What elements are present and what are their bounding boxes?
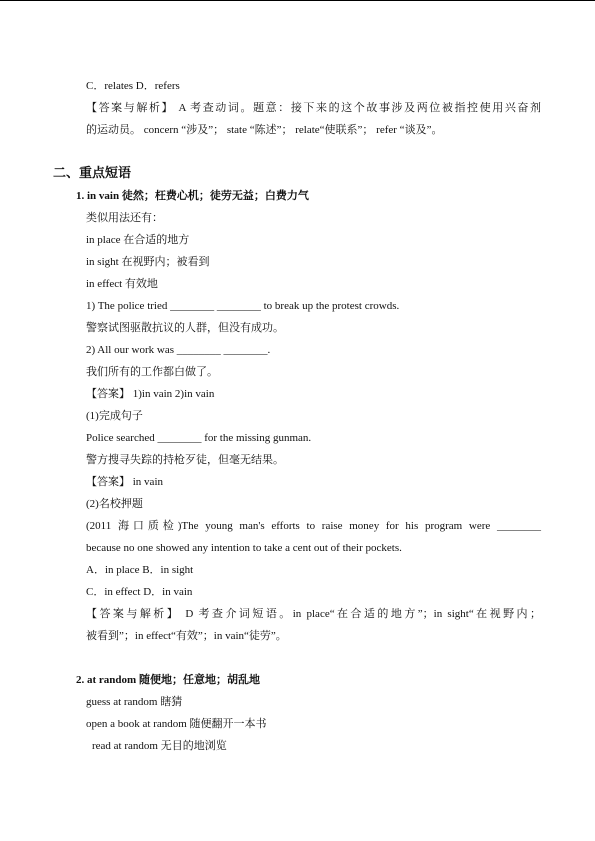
options-ab: A．in place B．in sight <box>86 564 194 576</box>
explanation-line: 的运动员。 concern “涉及”； state “陈述”； relate“使联系”； refer “谈及”。 <box>86 124 443 136</box>
subsection-prediction: (2)名校押题 <box>86 498 143 510</box>
phrase-heading-in-vain: 1. in vain 徒然；枉费心机；徒劳无益；白费力气 <box>76 190 309 202</box>
usage-in-effect: in effect 有效地 <box>86 278 158 290</box>
section-heading: 二、重点短语 <box>53 165 132 180</box>
answer-explanation-line: 【答案与解析】 A 考查动词。题意：接下来的这个故事涉及两位被指控使用兴奋剂 <box>86 102 541 114</box>
similar-usage-label: 类似用法还有： <box>86 212 163 224</box>
subsection-complete-sentence: (1)完成句子 <box>86 410 143 422</box>
question-line-2: because no one showed any intention to take a cent out of their pockets. <box>86 542 402 554</box>
explanation-line-2: 被看到”；in effect“有效”；in vain“徒劳”。 <box>86 630 287 642</box>
answer-line-2: 【答案】 in vain <box>86 476 163 488</box>
exercise-translation-2: 我们所有的工作都白做了。 <box>86 366 218 378</box>
phrase-heading-at-random: 2. at random 随便地；任意地；胡乱地 <box>76 674 260 686</box>
exercise-sentence-2: 2) All our work was ________ ________. <box>86 344 271 356</box>
usage-in-place: in place 在合适的地方 <box>86 234 190 246</box>
usage-in-sight: in sight 在视野内；被看到 <box>86 256 210 268</box>
question-line-1: (2011 海口质检)The young man's efforts to raise money for his program were ________ <box>86 520 541 532</box>
exercise-sentence-1: 1) The police tried ________ ________ to break up the protest crowds. <box>86 300 400 312</box>
exercise-translation-3: 警方搜寻失踪的持枪歹徒，但毫无结果。 <box>86 454 284 466</box>
answer-explanation-line-2: 【答案与解析】 D 考查介词短语。in place“在合适的地方”；in sight“在视野内； <box>86 608 541 620</box>
exercise-translation-1: 警察试图驱散抗议的人群，但没有成功。 <box>86 322 284 334</box>
exercise-sentence-3: Police searched ________ for the missing gunman. <box>86 432 312 444</box>
example-guess-at-random: guess at random 瞎猜 <box>86 696 183 708</box>
option-line-cd: C．relates D．refers <box>86 80 180 92</box>
answer-line-1: 【答案】 1)in vain 2)in vain <box>86 388 215 400</box>
options-cd: C．in effect D．in vain <box>86 586 193 598</box>
example-open-book: open a book at random 随便翻开一本书 <box>86 718 267 730</box>
page-top-border <box>0 0 595 1</box>
example-read-at-random: read at random 无目的地浏览 <box>92 740 227 752</box>
